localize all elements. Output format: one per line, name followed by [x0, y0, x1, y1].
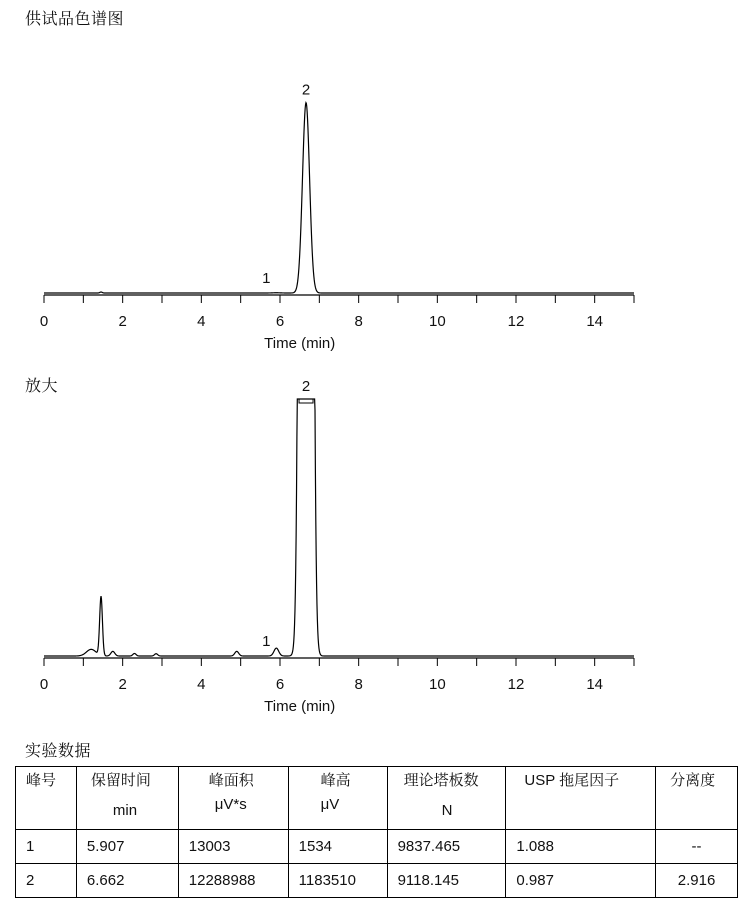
chart2-title: 放大	[25, 378, 59, 395]
cell-usp-tailing: 1.088	[506, 830, 656, 864]
header-peak-no: 峰号	[16, 767, 77, 830]
cell-peak-no: 2	[16, 864, 77, 898]
cell-peak-area: 13003	[178, 830, 288, 864]
cell-peak-height: 1183510	[288, 864, 387, 898]
results-table	[15, 766, 738, 898]
cell-resolution: --	[656, 830, 738, 864]
table-section-title: 实验数据	[25, 743, 92, 760]
x-axis-label: Time (min)	[264, 698, 336, 715]
header-peak-height: 峰高 μV	[288, 767, 387, 830]
cell-peak-area: 12288988	[178, 864, 288, 898]
x-tick-label: 12	[507, 676, 525, 693]
header-usp-tailing: USP 拖尾因子	[506, 767, 656, 830]
table-row	[16, 830, 738, 864]
cell-peak-height: 1534	[288, 830, 387, 864]
chromatogram-trace	[44, 399, 634, 656]
peak-label: 2	[301, 378, 311, 395]
chromatogram-trace	[44, 103, 634, 293]
x-tick-label: 6	[275, 676, 285, 693]
x-tick-label: 2	[118, 676, 127, 693]
clip-marker	[299, 399, 313, 403]
cell-retention-time: 6.662	[76, 864, 178, 898]
cell-peak-no: 1	[16, 830, 77, 864]
table-header-row	[16, 767, 738, 830]
cell-theoretical-plates: 9118.145	[387, 864, 506, 898]
peak-label: 1	[262, 633, 271, 650]
x-tick-label: 4	[197, 313, 206, 330]
chart1	[0, 0, 748, 360]
header-theoretical-plates: 理论塔板数 N	[387, 767, 506, 830]
cell-resolution: 2.916	[656, 864, 738, 898]
x-tick-label: 0	[39, 313, 49, 330]
x-tick-label: 14	[586, 676, 604, 693]
cell-retention-time: 5.907	[76, 830, 178, 864]
x-tick-label: 8	[354, 313, 363, 330]
x-tick-label: 14	[586, 313, 604, 330]
header-resolution: 分离度	[656, 767, 738, 830]
x-tick-label: 0	[39, 676, 49, 693]
cell-usp-tailing: 0.987	[506, 864, 656, 898]
chart2	[0, 363, 748, 723]
x-tick-label: 8	[354, 676, 363, 693]
x-tick-label: 4	[197, 676, 206, 693]
x-tick-label: 6	[275, 313, 285, 330]
peak-label: 1	[262, 270, 271, 287]
cell-theoretical-plates: 9837.465	[387, 830, 506, 864]
chart1-title: 供试品色谱图	[25, 11, 125, 28]
x-tick-label: 2	[118, 313, 127, 330]
x-axis-label: Time (min)	[264, 335, 336, 352]
table-row	[16, 864, 738, 898]
header-retention-time: 保留时间 min	[76, 767, 178, 830]
x-tick-label: 10	[428, 313, 446, 330]
x-tick-label: 10	[428, 676, 446, 693]
x-tick-label: 12	[507, 313, 525, 330]
peak-label: 2	[301, 81, 311, 99]
header-peak-area: 峰面积 μV*s	[178, 767, 288, 830]
